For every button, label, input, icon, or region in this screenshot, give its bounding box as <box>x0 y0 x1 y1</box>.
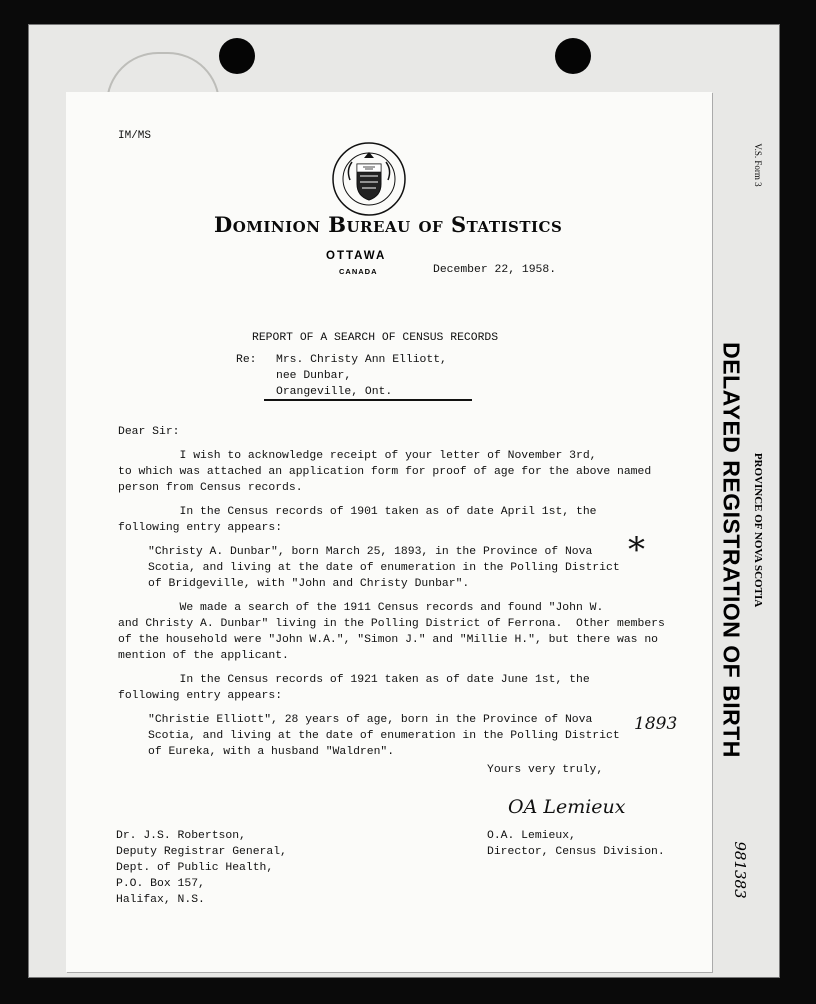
body-line: of Bridgeville, with "John and Christy Dunbar". <box>148 578 470 590</box>
reference-code: IM/MS <box>118 130 152 142</box>
form-number-label: V.S. Form 3 <box>753 143 763 187</box>
re-line: Orangeville, Ont. <box>276 386 393 398</box>
signer-name: O.A. Lemieux, <box>487 830 576 842</box>
body-line: to which was attached an application form for proof of age for the above named <box>118 466 652 478</box>
body-line: We made a search of the 1911 Census records and found "John W. <box>118 602 604 614</box>
signer-title: Director, Census Division. <box>487 846 665 858</box>
body-line: Scotia, and living at the date of enumeration in the Polling District <box>148 730 620 742</box>
province-label: PROVINCE OF NOVA SCOTIA <box>752 452 764 608</box>
body-line: "Christy A. Dunbar", born March 25, 1893, in the Province of Nova <box>148 546 593 558</box>
re-underline <box>264 399 472 401</box>
closing: Yours very truly, <box>487 764 604 776</box>
country-label: CANADA <box>339 267 378 276</box>
re-line: Mrs. Christy Ann Elliott, <box>276 354 447 366</box>
asterisk-annotation: * <box>628 530 645 570</box>
body-line: following entry appears: <box>118 690 283 702</box>
recipient-line: Halifax, N.S. <box>116 894 205 906</box>
body-line: mention of the applicant. <box>118 650 289 662</box>
punch-hole <box>219 38 255 74</box>
body-line: of the household were "John W.A.", "Simon J." and "Millie H.", but there was no <box>118 634 659 646</box>
body-line: "Christie Elliott", 28 years of age, born in the Province of Nova <box>148 714 593 726</box>
body-line: person from Census records. <box>118 482 303 494</box>
body-line: In the Census records of 1921 taken as of date June 1st, the <box>118 674 590 686</box>
re-line: nee Dunbar, <box>276 370 352 382</box>
body-line: I wish to acknowledge receipt of your letter of November 3rd, <box>118 450 597 462</box>
city-label: OTTAWA <box>326 250 387 262</box>
recipient-line: Deputy Registrar General, <box>116 846 287 858</box>
agency-name: Dominion Bureau of Statistics <box>214 212 563 237</box>
body-line: of Eureka, with a husband "Waldren". <box>148 746 395 758</box>
body-line: and Christy A. Dunbar" living in the Polling District of Ferrona. Other members <box>118 618 665 630</box>
file-number-handwritten: 981383 <box>731 841 749 899</box>
re-label: Re: <box>236 354 257 366</box>
punch-hole <box>555 38 591 74</box>
recipient-line: Dept. of Public Health, <box>116 862 274 874</box>
body-line: Scotia, and living at the date of enumeration in the Polling District <box>148 562 620 574</box>
department-crest-icon <box>330 140 408 218</box>
body-line: In the Census records of 1901 taken as of date April 1st, the <box>118 506 597 518</box>
recipient-line: P.O. Box 157, <box>116 878 205 890</box>
salutation: Dear Sir: <box>118 426 180 438</box>
year-annotation: 1893 <box>634 714 678 734</box>
signature: OA Lemieux <box>508 796 626 818</box>
body-line: following entry appears: <box>118 522 283 534</box>
report-title: REPORT OF A SEARCH OF CENSUS RECORDS <box>252 332 499 344</box>
delayed-registration-banner: DELAYED REGISTRATION OF BIRTH <box>718 342 745 758</box>
letter-date: December 22, 1958. <box>433 264 557 276</box>
recipient-line: Dr. J.S. Robertson, <box>116 830 246 842</box>
